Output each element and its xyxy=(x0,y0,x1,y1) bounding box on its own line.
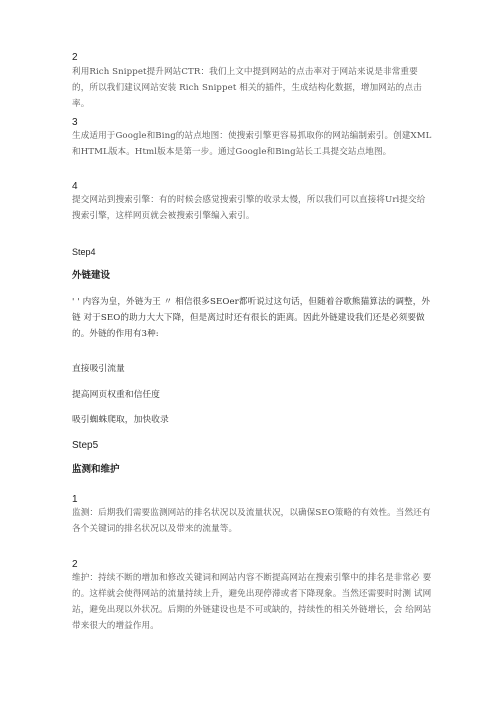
paragraph-link-building: ' ' 内容为皇，外链为王 〃 相信很多SEOer都听说过这句话，但随着谷歌熊猫算法的调整，外链 对于SEO的助力大大下降，但是离过时还有很长的距离。因此外链建设我们还是必须要做 的。外链的作用有3种: xyxy=(72,297,431,339)
item-number-m1: 1 xyxy=(72,494,78,505)
list-item-traffic: 直接吸引流量 xyxy=(72,364,125,374)
heading-link-building: 外链建设 xyxy=(72,270,111,281)
paragraph-submit-site: 提交网站到搜索引擎：有的时候会感觉搜索引擎的收录太慢，所以我们可以直接将Url提交给搜索引擎，这样网页就会被搜索引擎编入索引。 xyxy=(72,195,426,221)
item-number-m2: 2 xyxy=(72,559,78,570)
paragraph-sitemap: 生成适用于Google和Bing的站点地图：使搜索引擎更容易抓取你的网站编制索引。创建XML和HTML版本。Html版本是第一步。通过Google和Bing站长工具提交站点地图。 xyxy=(72,131,432,157)
item-number-4: 4 xyxy=(72,181,78,192)
step4-label: Step4 xyxy=(72,247,96,257)
paragraph-monitoring: 监测：后期我们需要监测网站的排名状况以及流量状况，以确保SEO策略的有效性。当然还有各个关键词的排名状况以及带来的流量等。 xyxy=(72,508,431,534)
heading-monitoring: 监测和维护 xyxy=(72,464,120,475)
item-number-3: 3 xyxy=(72,117,78,128)
paragraph-rich-snippet: 利用Rich Snippet提升网站CTR：我们上文中提到网站的点击率对于网站来说是非常重要的，所以我们建议网站安装 Rich Snippet 相关的插件，生成结构化数据，增加网站的点击率。 xyxy=(72,67,422,109)
list-item-crawling: 吸引蜘蛛爬取，加快收录 xyxy=(72,415,169,425)
list-item-authority: 提高网页权重和信任度 xyxy=(72,390,160,400)
step5-label: Step5 xyxy=(72,440,99,451)
item-number-2: 2 xyxy=(72,52,78,63)
paragraph-maintenance: 维护：持续不断的增加和修改关键词和网站内容不断提高网站在搜索引擎中的排名是非常必 要的。这样就会使得网站的流量持续上升，避免出现停滞或者下降现象。当然还需要时时测 试网站，避免出现以外状况。后期的外链建设也是不可或缺的，持续性的相关外链增长，会 给网站带来很大的增益作用。 xyxy=(72,573,432,631)
